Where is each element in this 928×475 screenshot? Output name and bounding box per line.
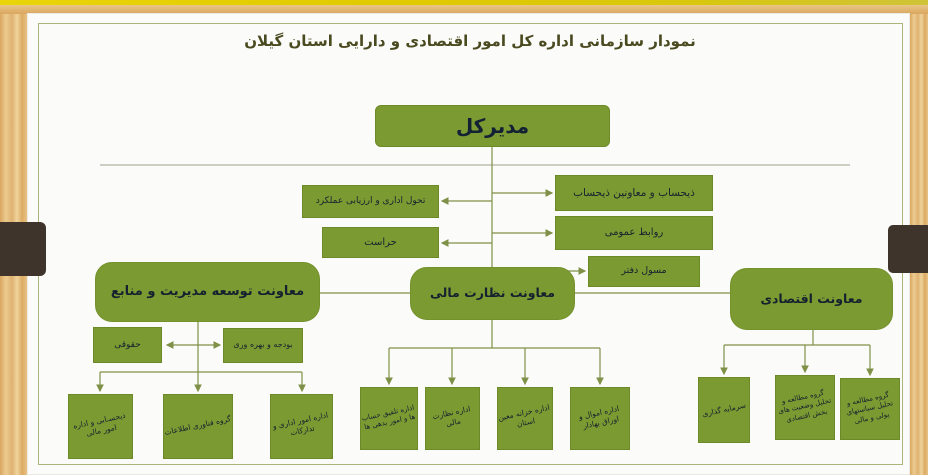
- node-label: گروه فناوری اطلاعات: [163, 414, 232, 438]
- left-clip-block: [0, 222, 46, 276]
- node-label: ذیحسـابی و اداره امور مالی: [72, 411, 127, 439]
- node-deputy-management-development: معاونت توسعه مدیریت و منابع: [95, 262, 320, 322]
- node-deputy-economic: معاونت اقتصادی: [730, 268, 893, 330]
- node-it-group: [163, 394, 233, 459]
- node-provincial-treasury-office: [497, 387, 553, 450]
- right-clip-block: [888, 225, 928, 273]
- node-treasurer-deputies: ذیحساب و معاونین ذیحساب: [555, 175, 713, 211]
- node-label: اداره تلفیق حساب ها و امور بدهی ها: [360, 403, 416, 432]
- node-financial-supervision-office: [425, 387, 480, 450]
- node-investment: [698, 377, 750, 443]
- node-legal: حقوقی: [93, 327, 162, 363]
- node-admin-transformation: تحول اداری و ارزیابی عملکرد: [302, 185, 439, 218]
- node-budget-productivity: بودجه و بهره وری: [223, 328, 303, 363]
- node-public-relations: روابط عمومی: [555, 216, 713, 250]
- chart-title: نمودار سازمانی اداره کل امور اقتصادی و دارایی استان گیلان: [244, 32, 696, 50]
- node-label: گروه مطالعه و تحلیل وضعیت های بخش اقتصادی: [777, 389, 832, 425]
- node-deputy-financial-supervision: معاونت نظارت مالی: [410, 267, 575, 320]
- node-director-general: مدیرکل: [375, 105, 610, 147]
- node-monetary-financial-policy-group: [840, 378, 900, 440]
- node-accounts-consolidation-office: [360, 387, 418, 450]
- node-label: سرمایه گذاری: [701, 400, 747, 419]
- node-economic-sector-analysis-group: [775, 375, 835, 440]
- node-label: اداره امور اداری و تدارکات: [271, 410, 329, 438]
- node-office-manager: مسول دفتر: [588, 256, 700, 287]
- node-label: اداره اموال و اوراق بهادار: [577, 404, 620, 432]
- node-admin-procurement-office: [270, 394, 333, 459]
- node-label: اداره نظارت مالی: [431, 404, 472, 429]
- node-treasury-finance-office: [68, 394, 133, 459]
- node-property-securities-office: [570, 387, 630, 450]
- node-label: گروه مطالعه و تحلیل سیاستهای پولی و مالی: [845, 390, 894, 426]
- node-security: حراست: [322, 227, 439, 258]
- node-label: اداره خزانه معین استان: [497, 403, 551, 430]
